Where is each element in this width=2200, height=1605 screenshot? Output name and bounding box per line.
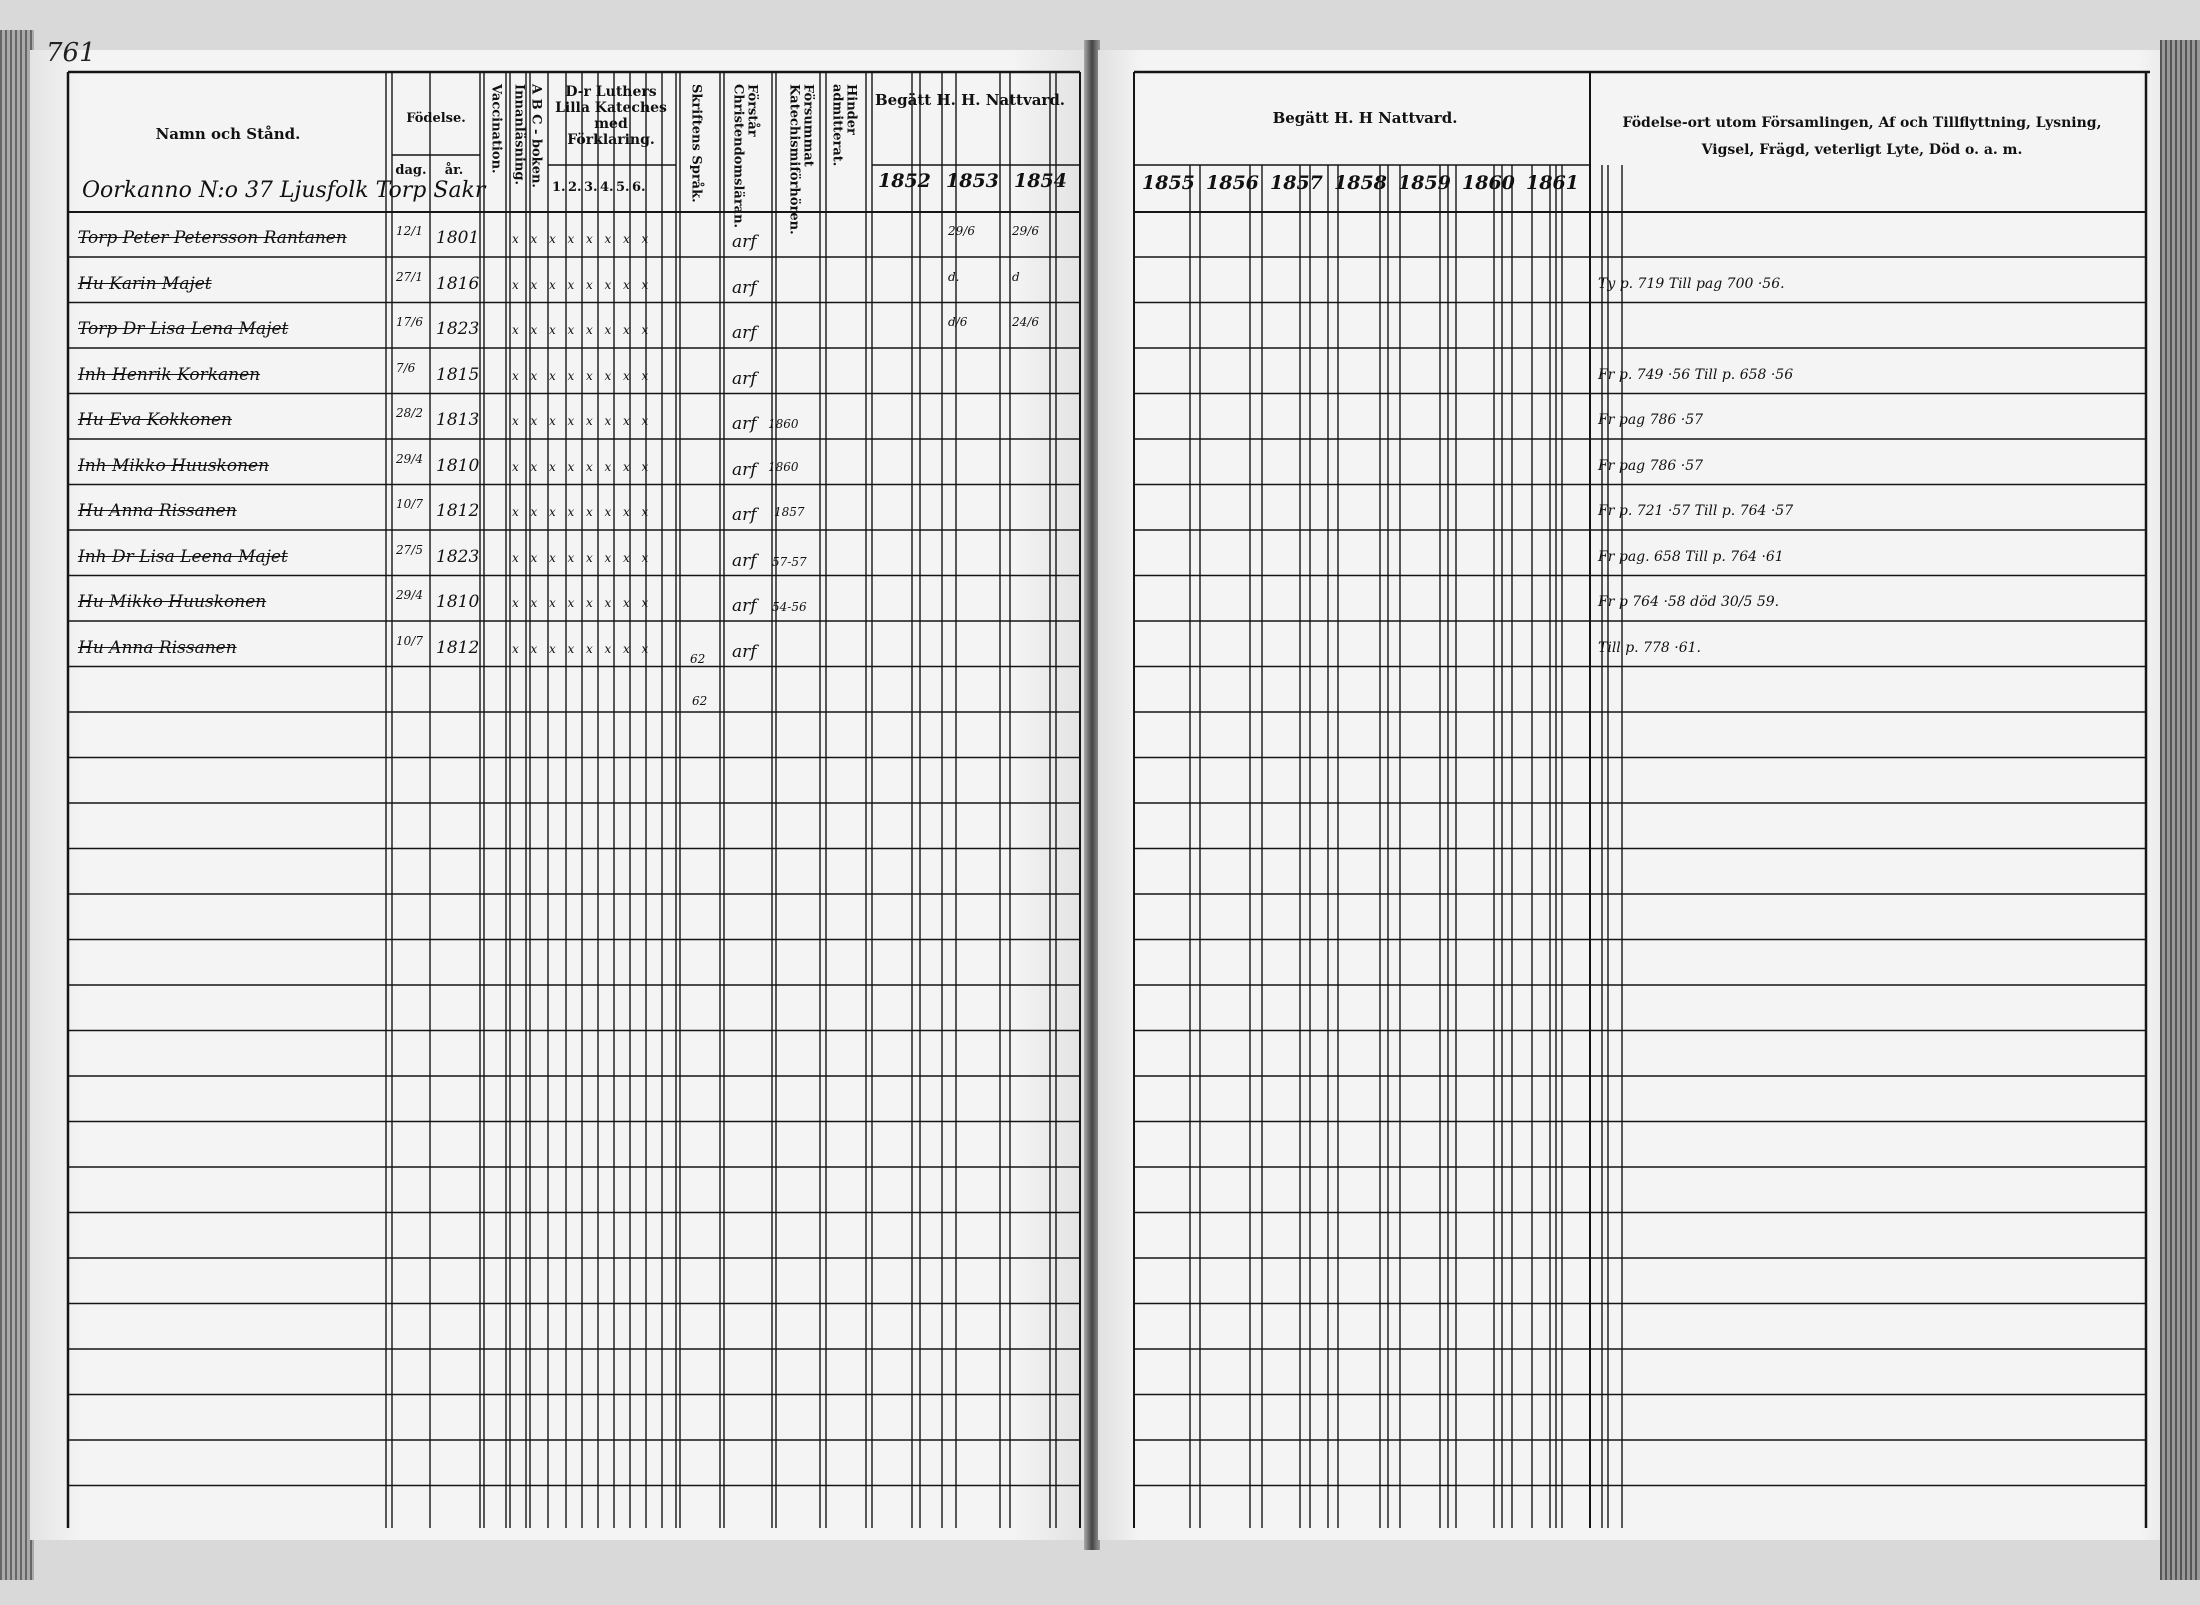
header-innanlasning: Innanläsning. [511,84,527,185]
catechism-mark: x [586,323,593,337]
year-header: 1860 [1462,172,1515,194]
catechism-mark: x [604,414,612,428]
entry-birth-year: 1823 [436,319,480,339]
catechism-mark: x [623,596,630,610]
catechism-mark: x [567,323,575,337]
catechism-mark: x [530,277,538,292]
entry-name: Hu Eva Kokkonen [78,410,233,430]
catechism-mark: x [530,323,538,337]
entry-remark: Till p. 778 ·61. [1598,639,1701,656]
entry-remark: Fr p. 749 ·56 Till p. 658 ·56 [1598,366,1794,383]
entry-birth-year: 1813 [436,410,480,430]
catechism-mark: x [586,596,593,610]
catechism-mark: x [604,550,612,565]
catechism-mark: x [567,368,575,383]
catechism-mark: x [604,459,612,474]
entry-birth-year: 1823 [436,546,480,567]
catechism-mark: x [512,368,519,383]
catechism-mark: x [512,232,519,246]
household-heading: Oorkanno N:o 37 Ljusfolk Torp Sakr [82,178,486,203]
catechism-mark: x [641,641,649,656]
catechism-mark: x [586,550,593,565]
entry-christendom: arf [732,232,757,252]
entry-birth-day: 27/1 [396,269,423,284]
catechism-mark: x [549,368,556,383]
entry-name: Hu Anna Rissanen [78,501,237,521]
entry-birth-year: 1810 [436,455,480,476]
entry-birth-year: 1812 [436,501,480,521]
catechism-mark: x [623,641,630,656]
catechism-mark: x [604,641,612,656]
catechism-mark: x [567,641,575,656]
catechism-mark: x [641,459,649,474]
catechism-mark: x [549,505,556,519]
catechism-mark: x [604,368,612,383]
entry-birth-day: 12/1 [396,224,423,238]
entry-name: Hu Anna Rissanen [78,637,237,658]
header-skriften: Skriftens Språk. [688,84,704,203]
catechism-mark: x [530,505,538,519]
catechism-mark: x [530,596,538,610]
entry-christendom: arf [732,459,757,480]
entry-date: 54-56 [772,600,807,614]
catechism-mark: x [586,641,593,656]
catechism-mark: x [512,641,519,656]
entry-name: Hu Mikko Huuskonen [78,592,267,612]
entry-birth-day: 27/5 [396,542,423,557]
header-name: Namn och Stånd. [155,125,301,143]
catechism-mark: x [641,323,649,337]
margin-note: 1857 [774,505,805,519]
catechism-mark: x [623,368,630,383]
catechism-mark: x [530,232,538,246]
catechism-mark: x [549,277,556,292]
catechism-part-label: 5. [616,180,630,195]
entry-birth-year: 1812 [436,637,480,658]
year-header: 1854 [1014,170,1067,192]
catechism-mark: x [604,596,612,610]
catechism-mark: x [586,232,593,246]
catechism-mark: x [549,414,556,428]
catechism-mark: x [530,641,538,656]
catechism-mark: x [549,232,556,246]
entry-christendom: arf [732,505,757,525]
header-birth-year: år. [444,163,464,178]
margin-note: 62 [692,694,708,708]
catechism-mark: x [512,277,519,292]
entry-birth-year: 1801 [436,228,480,248]
catechism-mark: x [530,414,538,428]
entry-birth-year: 1816 [436,273,480,294]
entry-name: Torp Dr Lisa Lena Majet [78,319,289,339]
catechism-mark: x [512,550,519,565]
catechism-mark: x [512,505,519,519]
catechism-mark: x [604,323,612,337]
entry-christendom: arf [732,323,757,343]
header-abc: A B C - boken. [528,84,544,188]
catechism-mark: x [623,505,630,519]
catechism-mark: x [623,459,630,474]
catechism-mark: x [567,596,575,610]
entry-name: Inh Dr Lisa Leena Majet [78,546,288,567]
catechism-mark: x [512,596,519,610]
entry-remark: Fr pag 786 ·57 [1598,412,1704,428]
entry-birth-day: 28/2 [396,406,423,420]
catechism-mark: x [586,459,593,474]
catechism-part-label: 2. [568,180,582,195]
margin-note: 1860 [768,417,799,431]
entry-remark: Fr p. 721 ·57 Till p. 764 ·57 [1598,503,1794,519]
catechism-mark: x [567,232,575,246]
catechism-mark: x [623,323,630,337]
catechism-mark: x [586,505,593,519]
entry-birth-day: 7/6 [396,360,416,375]
entry-christendom: arf [732,368,757,389]
entry-christendom: arf [732,414,757,434]
entry-name: Hu Karin Majet [78,273,212,294]
catechism-part-label: 4. [600,180,614,195]
catechism-part-label: 6. [632,180,646,195]
catechism-mark: x [641,550,649,565]
catechism-mark: x [512,414,519,428]
year-header: 1853 [946,170,999,192]
catechism-mark: x [549,323,556,337]
catechism-mark: x [586,368,593,383]
catechism-mark: x [623,550,630,565]
entry-birth-year: 1810 [436,592,480,612]
entry-christendom: arf [732,550,757,571]
communion-1853: d. [948,269,960,284]
entry-name: Torp Peter Petersson Rantanen [78,228,347,248]
entry-christendom: arf [732,596,757,616]
catechism-mark: x [623,414,630,428]
header-hinder: Hinder admitterat. [829,84,859,167]
communion-1853: d/6 [948,315,968,329]
entry-remark: Fr pag 786 ·57 [1598,457,1704,474]
header-birth: Födelse. [406,111,466,126]
entry-christendom: arf [732,641,757,662]
year-header: 1856 [1206,172,1259,194]
margin-note: 1860 [768,460,799,474]
header-remarks: Födelse-ort utom Församlingen, Af och Tillflyttning, Lysning, Vigsel, Frägd, veterligt Lyte, Död o. a. m. [1622,115,2102,158]
catechism-mark: x [549,459,556,474]
communion-1854: 29/6 [1012,224,1039,238]
catechism-part-label: 1. [552,180,566,195]
year-header: 1857 [1270,172,1323,194]
catechism-mark: x [530,459,538,474]
catechism-mark: x [641,232,649,246]
catechism-mark: x [512,323,519,337]
header-forsummat: Försummat Katechismiförhören. [786,84,816,235]
communion-1854: 24/6 [1012,315,1039,329]
catechism-mark: x [530,550,538,565]
catechism-mark: x [549,550,556,565]
entry-name: Inh Henrik Korkanen [78,364,261,385]
catechism-mark: x [641,368,649,383]
catechism-mark: x [604,505,612,519]
entry-birth-day: 29/4 [396,588,423,602]
entry-birth-day: 10/7 [396,633,423,648]
catechism-mark: x [567,550,575,565]
entry-birth-day: 10/7 [396,497,423,511]
entry-christendom: arf [732,277,757,298]
catechism-mark: x [604,232,612,246]
margin-note: 62 [690,652,706,666]
communion-1853: 29/6 [948,224,975,238]
catechism-mark: x [641,505,649,519]
header-begatt-right: Begätt H. H Nattvard. [1272,109,1458,127]
catechism-mark: x [530,368,538,383]
catechism-mark: x [567,277,575,292]
catechism-mark: x [586,277,593,292]
catechism-mark: x [549,641,556,656]
header-forstar: Förstår Christendomsläran. [730,84,760,229]
catechism-mark: x [641,414,649,428]
entry-date: 57-57 [772,554,807,569]
entry-birth-day: 17/6 [396,315,423,329]
catechism-mark: x [549,596,556,610]
communion-1854: d [1012,269,1020,284]
catechism-mark: x [586,414,593,428]
header-luther: D-r Luthers Lilla Kateches med Förklaring. [555,84,667,149]
catechism-mark: x [641,596,649,610]
year-header: 1859 [1398,172,1451,194]
catechism-mark: x [567,459,575,474]
entry-birth-day: 29/4 [396,451,423,466]
catechism-mark: x [641,277,649,292]
catechism-mark: x [604,277,612,292]
catechism-mark: x [567,414,575,428]
catechism-part-label: 3. [584,180,598,195]
catechism-mark: x [623,232,630,246]
year-header: 1858 [1334,172,1387,194]
header-birth-day: dag. [395,163,427,178]
catechism-mark: x [567,505,575,519]
entry-name: Inh Mikko Huuskonen [78,455,270,476]
catechism-mark: x [512,459,519,474]
year-header: 1861 [1526,172,1579,194]
entry-remark: Fr pag. 658 Till p. 764 ·61 [1598,548,1784,565]
header-begatt-left: Begätt H. H. Nattvard. [874,91,1066,109]
folio-number: 761 [46,38,96,68]
catechism-mark: x [623,277,630,292]
header-vaccination: Vaccination. [488,84,504,174]
year-header: 1852 [878,170,931,192]
year-header: 1855 [1142,172,1195,194]
entry-remark: Fr p 764 ·58 död 30/5 59. [1598,594,1780,610]
entry-birth-year: 1815 [436,364,480,385]
entry-remark: Ty p. 719 Till pag 700 ·56. [1598,275,1785,292]
